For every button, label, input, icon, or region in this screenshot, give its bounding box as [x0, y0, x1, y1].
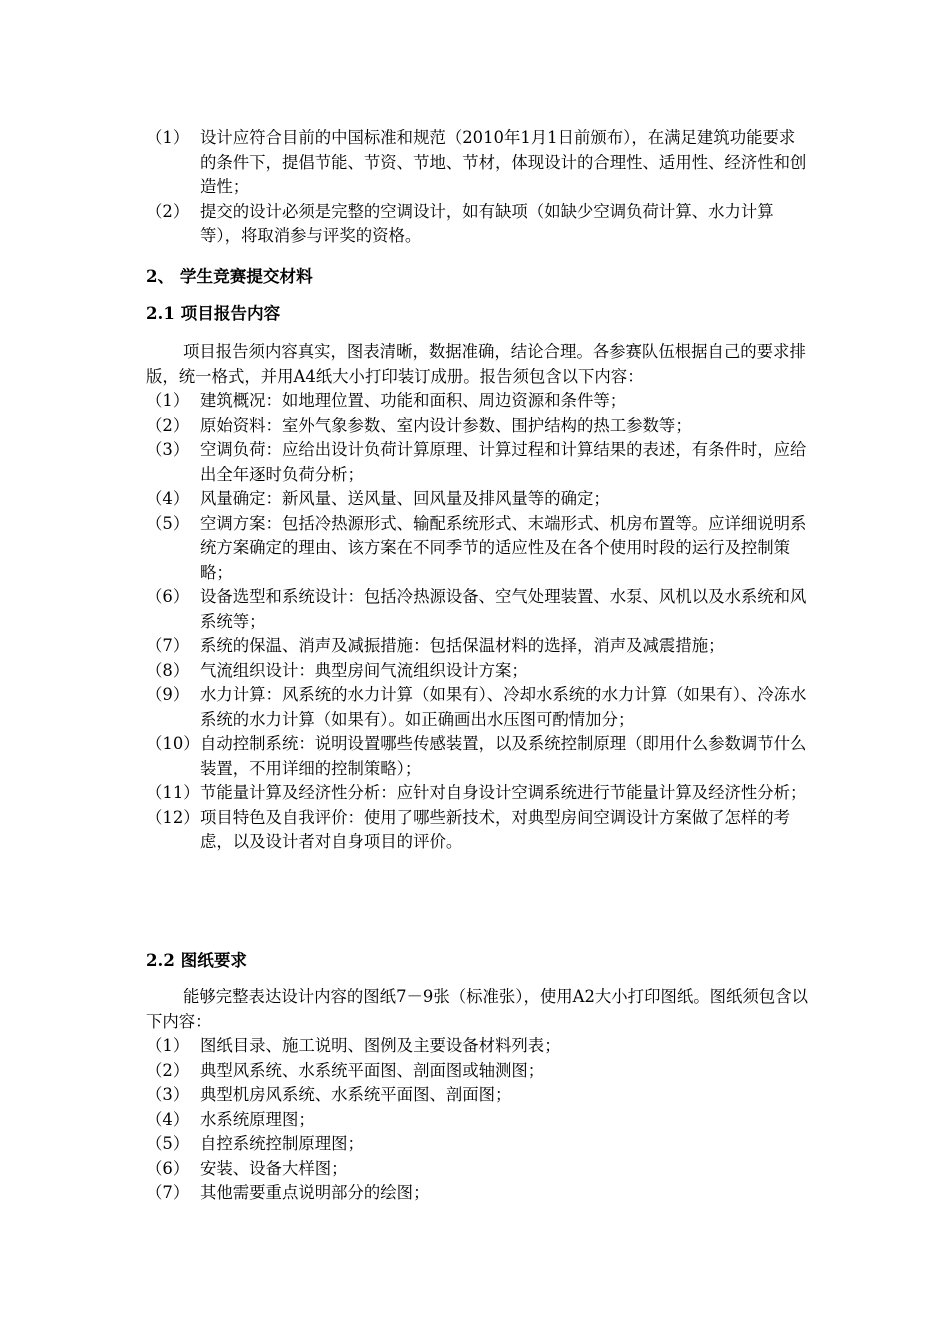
paragraph: 能够完整表达设计内容的图纸7－9张（标准张），使用A2大小打印图纸。图纸须包含以下内容： [146, 987, 808, 1031]
item-text: 自动控制系统：说明设置哪些传感装置，以及系统控制原理（即用什么参数调节什么装置，不用详细的控制策略）； [200, 734, 807, 778]
drawing-requirements [146, 985, 822, 1206]
subsection-heading: 2.1 项目报告内容 [146, 303, 281, 323]
list-item [146, 585, 810, 634]
item-number: （9） [146, 685, 190, 704]
item-number: （1） [146, 391, 190, 410]
item-number: （3） [146, 1085, 190, 1104]
item-number: （2） [146, 201, 190, 221]
list-item [146, 1083, 822, 1108]
report-content [146, 340, 810, 855]
item-number: （2） [146, 415, 190, 435]
item-text: 安装、设备大样图； [200, 1158, 348, 1178]
item-text: 节能量计算及经济性分析：应针对自身设计空调系统进行节能量计算及经济性分析； [200, 783, 807, 802]
item-number: （12） [146, 807, 200, 827]
item-text: 设备选型和系统设计：包括冷热源设备、空气处理装置、水泵、风机以及水系统和风系统等； [200, 587, 807, 631]
item-text: 提交的设计必须是完整的空调设计，如有缺项（如缺少空调负荷计算、水力计算等），将取消参与评奖的资格。 [200, 201, 774, 245]
item-number: （3） [146, 440, 190, 459]
item-number: （1） [146, 128, 190, 147]
item-text: 空调方案：包括冷热源形式、输配系统形式、末端形式、机房布置等。应详细说明系统方案确定的理由、该方案在不同季节的适应性及在各个使用时段的运行及控制策略； [200, 513, 807, 582]
list-item [146, 1132, 822, 1157]
item-number: （1） [146, 1036, 190, 1055]
item-number: （4） [146, 1109, 190, 1129]
list-item [146, 414, 810, 439]
list-item [146, 683, 810, 732]
item-number: （2） [146, 1060, 190, 1080]
item-text: 自控系统控制原理图； [200, 1134, 364, 1153]
list-item [146, 438, 810, 487]
item-text: 系统的保温、消声及减振措施：包括保温材料的选择，消声及减震措施； [200, 636, 725, 655]
list-item [146, 1034, 822, 1059]
item-text: 水系统原理图； [200, 1109, 315, 1129]
list-item [146, 659, 810, 684]
item-number: （6） [146, 1158, 190, 1178]
item-number: （5） [146, 513, 190, 533]
item-text: 图纸目录、施工说明、图例及主要设备材料列表； [200, 1036, 561, 1055]
item-number: （8） [146, 660, 190, 680]
list-item [146, 1108, 822, 1133]
list-item [146, 806, 810, 855]
list-item [146, 200, 810, 249]
item-text: 典型机房风系统、水系统平面图、剖面图； [200, 1085, 512, 1104]
item-number: （7） [146, 1183, 190, 1202]
list-item [146, 487, 810, 512]
item-text: 项目特色及自我评价：使用了哪些新技术，对典型房间空调设计方案做了怎样的考虑，以及设计者对自身项目的评价。 [200, 807, 791, 851]
section-heading: 2、 学生竞赛提交材料 [146, 266, 313, 286]
list-item [146, 389, 810, 414]
item-number: （7） [146, 636, 190, 655]
item-text: 其他需要重点说明部分的绘图； [200, 1183, 430, 1202]
list-item [146, 512, 810, 586]
item-text: 风量确定：新风量、送风量、回风量及排风量等的确定； [200, 489, 610, 508]
item-text: 建筑概况：如地理位置、功能和面积、周边资源和条件等； [200, 391, 627, 410]
item-number: （10） [146, 734, 200, 753]
item-number: （11） [146, 783, 200, 802]
list-item [146, 1059, 822, 1084]
item-number: （5） [146, 1134, 190, 1153]
item-text: 空调负荷：应给出设计负荷计算原理、计算过程和计算结果的表述，有条件时，应给出全年逐时负荷分析； [200, 440, 807, 484]
intro-list [146, 126, 810, 249]
subsection-heading: 2.2 图纸要求 [146, 950, 248, 970]
item-text: 设计应符合目前的中国标准和规范（2010年1月1日前颁布），在满足建筑功能要求的条件下，提倡节能、节资、节地、节材，体现设计的合理性、适用性、经济性和创造性； [200, 128, 807, 196]
list-item [146, 781, 810, 806]
list-item [146, 1157, 822, 1182]
item-text: 水力计算：风系统的水力计算（如果有）、冷却水系统的水力计算（如果有）、冷冻水系统的水力计算（如果有）。如正确画出水压图可酌情加分； [200, 685, 807, 729]
item-number: （6） [146, 587, 190, 606]
list-item [146, 732, 810, 781]
item-text: 原始资料：室外气象参数、室内设计参数、围护结构的热工参数等； [200, 415, 692, 435]
item-number: （4） [146, 489, 190, 508]
list-item [146, 126, 810, 200]
paragraph: 项目报告须内容真实，图表清晰，数据准确，结论合理。各参赛队伍根据自己的要求排版，统一格式，并用A4纸大小打印装订成册。报告须包含以下内容： [146, 342, 806, 386]
list-item [146, 1181, 822, 1206]
list-item [146, 634, 810, 659]
item-text: 气流组织设计：典型房间气流组织设计方案； [200, 660, 528, 680]
item-text: 典型风系统、水系统平面图、剖面图或轴测图； [200, 1060, 545, 1080]
